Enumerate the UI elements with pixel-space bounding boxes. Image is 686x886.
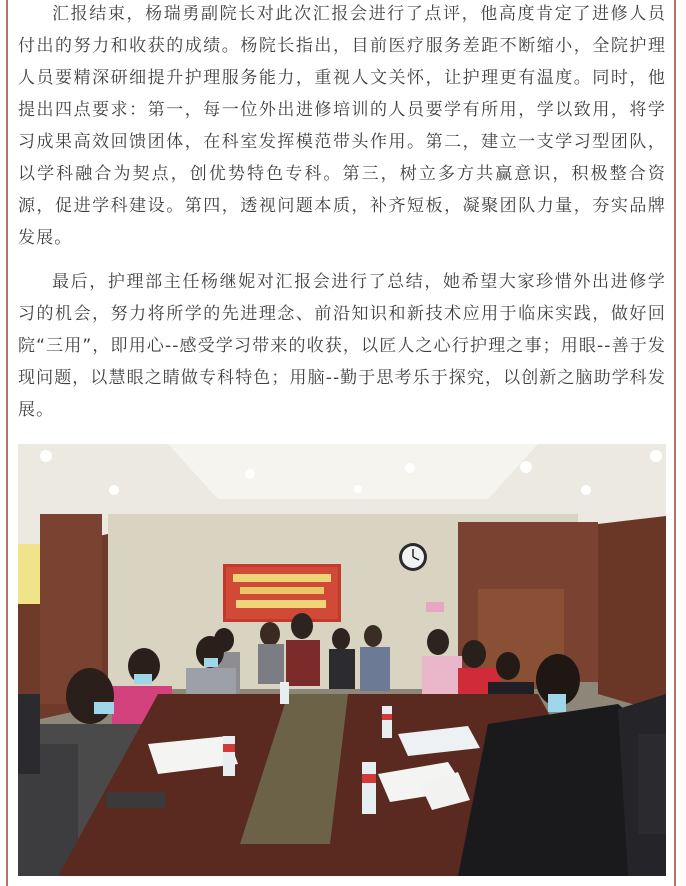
article-paragraph: 汇报结束，杨瑞勇副院长对此次汇报会进行了点评，他高度肯定了进修人员付出的努力和收获的成绩。杨院长指出，目前医疗服务差距不断缩小，全院护理人员要精深研细提升护理服务能力，重视人文关怀，让护理更有温度。同时，他提出四点要求：第一，每一位外出进修培训的人员要学有所用，学以致用，将学习成果高效回馈团体，在科室发挥模范带头作用。第二，建立一支学习型团队，以学科融合为契点，创优势特色专科。第三，树立多方共赢意识，积极整合资源，促进学科建设。第四，透视问题本质，补齐短板，凝聚团队力量，夯实品牌发展。 [18, 4, 666, 248]
meeting-photo [18, 444, 666, 876]
article-paragraph: 最后，护理部主任杨继妮对汇报会进行了总结，她希望大家珍惜外出进修学习的机会，努力将所学的先进理念、前沿知识和新技术应用于临床实践，做好回院“三用”，即用心--感受学习带来的收获，以匠人之心行护理之事；用眼--善于发现问题，以慧眼之睛做专科特色；用脑--勤于思考乐于探究，以创新之脑助学科发展。 [18, 272, 666, 420]
